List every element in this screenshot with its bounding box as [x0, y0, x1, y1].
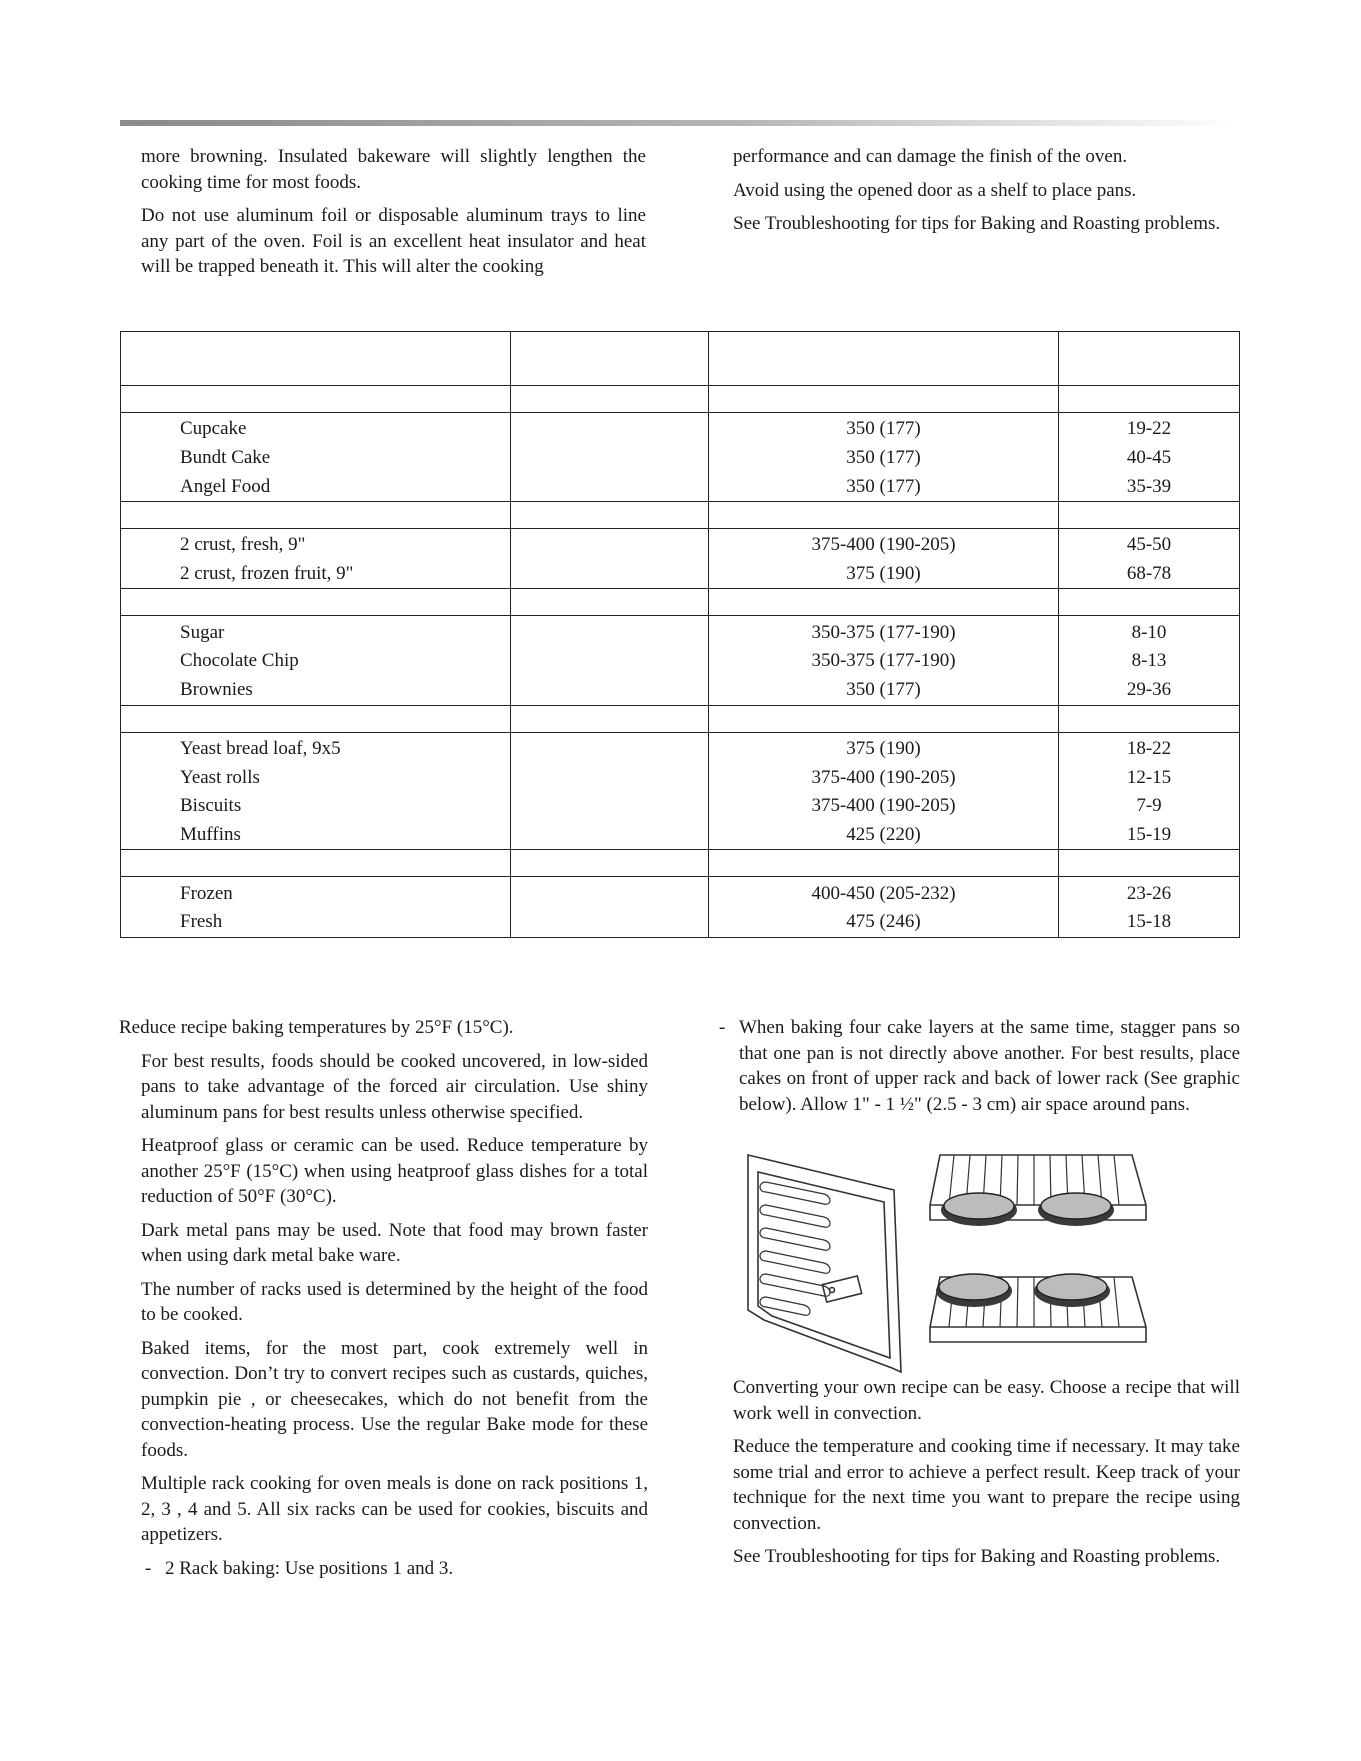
table-row — [121, 647, 1240, 676]
temperature-cell: 375-400 (190-205) — [709, 763, 1059, 792]
time-cell: 45-50 — [1059, 529, 1240, 560]
top-left-column — [141, 144, 646, 288]
category-cell — [709, 589, 1059, 616]
rack-cell — [511, 908, 709, 937]
time-cell: 15-18 — [1059, 908, 1240, 937]
category-cell — [1059, 502, 1240, 529]
header-cell-food — [121, 332, 511, 386]
temperature-cell: 350 (177) — [709, 444, 1059, 473]
temperature-cell: 350-375 (177-190) — [709, 616, 1059, 647]
paragraph: Converting your own recipe can be easy. Choose a recipe that will work well in convection. — [733, 1377, 1240, 1424]
time-cell: 19-22 — [1059, 413, 1240, 444]
category-cell — [1059, 386, 1240, 413]
time-cell: 12-15 — [1059, 763, 1240, 792]
paragraph: more browning. Insulated bakeware will slightly lengthen the cooking time for most foods. — [141, 146, 646, 193]
food-cell: Chocolate Chip — [121, 647, 511, 676]
food-cell: Muffins — [121, 821, 511, 850]
paragraph: For best results, foods should be cooked uncovered, in low-sided pans to take advantage of the forced air circulation. Use shiny aluminum pans for best results unless otherwise specified. — [141, 1050, 648, 1123]
table-category-row — [121, 850, 1240, 877]
cake-pan-lower-right — [1034, 1274, 1110, 1307]
category-cell — [121, 705, 511, 732]
paragraph: Reduce the temperature and cooking time if necessary. It may take some trial and error to achieve a perfect result. Keep track of your technique for the next time you want to prepare the recipe using convection. — [733, 1436, 1240, 1534]
time-cell: 40-45 — [1059, 444, 1240, 473]
time-cell: 29-36 — [1059, 676, 1240, 705]
food-cell: Yeast bread loaf, 9x5 — [121, 732, 511, 763]
bullet-item — [719, 1015, 1240, 1117]
category-cell — [511, 850, 709, 877]
rack-cell — [511, 732, 709, 763]
paragraph: Avoid using the opened door as a shelf to place pans. — [733, 179, 1137, 201]
category-cell — [121, 589, 511, 616]
temperature-cell: 375-400 (190-205) — [709, 529, 1059, 560]
table-row — [121, 529, 1240, 560]
bullet-text: When baking four cake layers at the same time, stagger pans so that one pan is not directly above another. For best results, place cakes on front of upper rack and back of lower rack (See graphic below). Allow 1" - 1 ½" (2.5 - 3 cm) air space around pans. — [739, 1017, 1240, 1115]
category-cell — [121, 850, 511, 877]
baking-chart-table — [120, 331, 1240, 938]
category-cell — [511, 589, 709, 616]
time-cell: 35-39 — [1059, 472, 1240, 501]
bottom-left-column — [119, 1015, 648, 1581]
paragraph: Baked items, for the most part, cook extremely well in convection. Don’t try to convert recipes such as custards, quiches, pumpkin pie , or cheesecakes, which do not benefit from the convection-heating process. Use the regular Bake mode for these foods. — [141, 1337, 648, 1461]
paragraph: Heatproof glass or ceramic can be used. Reduce temperature by another 25°F (15°C) when using heatproof glass dishes for a total reduction of 50°F (30°C). — [141, 1135, 648, 1207]
rack-cell — [511, 616, 709, 647]
bullet-item — [145, 1556, 648, 1582]
category-cell — [511, 705, 709, 732]
category-cell — [1059, 705, 1240, 732]
temperature-cell: 350-375 (177-190) — [709, 647, 1059, 676]
category-cell — [511, 386, 709, 413]
table-category-row — [121, 589, 1240, 616]
header-cell-temp — [709, 332, 1059, 386]
rack-cell — [511, 529, 709, 560]
table-row — [121, 877, 1240, 908]
food-cell: 2 crust, fresh, 9" — [121, 529, 511, 560]
header-cell-time — [1059, 332, 1240, 386]
food-cell: Bundt Cake — [121, 444, 511, 473]
food-cell: Yeast rolls — [121, 763, 511, 792]
category-cell — [121, 502, 511, 529]
cake-pan-upper-right — [1038, 1193, 1114, 1226]
top-right-column — [733, 144, 1240, 245]
table-header-row — [121, 332, 1240, 386]
paragraph: See Troubleshooting for tips for Baking and Roasting problems. — [733, 213, 1221, 234]
time-cell: 8-10 — [1059, 616, 1240, 647]
table-row — [121, 732, 1240, 763]
table-row — [121, 444, 1240, 473]
temperature-cell: 350 (177) — [709, 472, 1059, 501]
category-cell — [709, 502, 1059, 529]
table-row — [121, 560, 1240, 589]
category-cell — [709, 386, 1059, 413]
temperature-cell: 350 (177) — [709, 413, 1059, 444]
section-lead: Reduce recipe baking temperatures by 25°F (15°C). — [119, 1017, 514, 1038]
food-cell: Cupcake — [121, 413, 511, 444]
paragraph: performance and can damage the finish of the oven. — [733, 146, 1128, 167]
rack-cell — [511, 413, 709, 444]
cake-pan-lower-left — [936, 1274, 1012, 1307]
dash-marker: - — [145, 1557, 152, 1579]
header-rule — [120, 120, 1240, 126]
table-category-row — [121, 705, 1240, 732]
table-row — [121, 676, 1240, 705]
table-row — [121, 792, 1240, 821]
temperature-cell: 475 (246) — [709, 908, 1059, 937]
paragraph: Dark metal pans may be used. Note that food may brown faster when using dark metal bake ware. — [141, 1219, 648, 1266]
category-cell — [709, 850, 1059, 877]
category-cell — [511, 502, 709, 529]
dash-marker: - — [719, 1017, 726, 1038]
table-row — [121, 472, 1240, 501]
temperature-cell: 400-450 (205-232) — [709, 877, 1059, 908]
rack-cake-placement-illustration — [744, 1150, 1174, 1375]
temperature-cell: 375 (190) — [709, 560, 1059, 589]
header-cell-rack — [511, 332, 709, 386]
temperature-cell: 375 (190) — [709, 732, 1059, 763]
time-cell: 8-13 — [1059, 647, 1240, 676]
rack-cell — [511, 877, 709, 908]
category-cell — [709, 705, 1059, 732]
temperature-cell: 375-400 (190-205) — [709, 792, 1059, 821]
paragraph: Do not use aluminum foil or disposable aluminum trays to line any part of the oven. Foil is an excellent heat insulator and heat will be trapped beneath it. This will alter the cooking — [141, 205, 646, 277]
rack-cell — [511, 472, 709, 501]
temperature-cell: 350 (177) — [709, 676, 1059, 705]
table-row — [121, 413, 1240, 444]
rack-cell — [511, 821, 709, 850]
category-cell — [121, 386, 511, 413]
food-cell: Biscuits — [121, 792, 511, 821]
table-row — [121, 616, 1240, 647]
rack-cell — [511, 444, 709, 473]
food-cell: Frozen — [121, 877, 511, 908]
rack-cell — [511, 763, 709, 792]
food-cell: Sugar — [121, 616, 511, 647]
rack-cell — [511, 560, 709, 589]
table-row — [121, 908, 1240, 937]
rack-cell — [511, 676, 709, 705]
time-cell: 15-19 — [1059, 821, 1240, 850]
bullet-text: 2 Rack baking: Use positions 1 and 3. — [165, 1557, 454, 1579]
time-cell: 23-26 — [1059, 877, 1240, 908]
food-cell: Brownies — [121, 676, 511, 705]
paragraph: See Troubleshooting for tips for Baking and Roasting problems. — [733, 1546, 1221, 1567]
rack-cell — [511, 792, 709, 821]
paragraph: Multiple rack cooking for oven meals is done on rack positions 1, 2, 3 , 4 and 5. All six racks can be used for cookies, biscuits and appetizers. — [141, 1473, 648, 1545]
paragraph: The number of racks used is determined by the height of the food to be cooked. — [141, 1278, 648, 1325]
category-cell — [1059, 589, 1240, 616]
temperature-cell: 425 (220) — [709, 821, 1059, 850]
time-cell: 7-9 — [1059, 792, 1240, 821]
food-cell: Angel Food — [121, 472, 511, 501]
table-row — [121, 821, 1240, 850]
category-cell — [1059, 850, 1240, 877]
rack-cell — [511, 647, 709, 676]
time-cell: 18-22 — [1059, 732, 1240, 763]
table-row — [121, 763, 1240, 792]
oven-side-wall — [748, 1155, 901, 1372]
time-cell: 68-78 — [1059, 560, 1240, 589]
table-category-row — [121, 386, 1240, 413]
cake-pan-upper-left — [941, 1193, 1017, 1226]
food-cell: Fresh — [121, 908, 511, 937]
table-category-row — [121, 502, 1240, 529]
food-cell: 2 crust, frozen fruit, 9" — [121, 560, 511, 589]
